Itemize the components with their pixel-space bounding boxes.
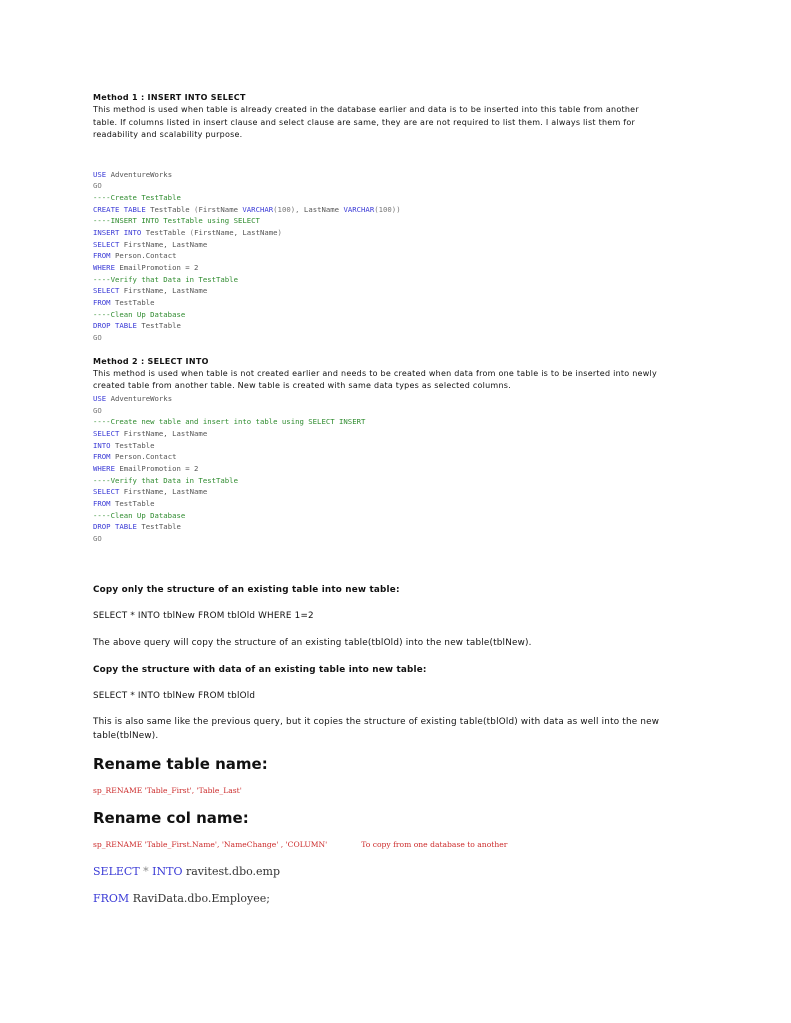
code-token: ----Create new table and insert into table using SELECT INSERT [93, 417, 366, 427]
code-token: FirstName, LastName [119, 487, 208, 497]
code-token: FROM [93, 452, 111, 462]
code-token: INTO [93, 440, 111, 450]
code-token: WHERE [93, 263, 115, 272]
code-token: AdventureWorks [106, 393, 173, 403]
code-token: AdventureWorks [106, 169, 173, 179]
code-token: FirstName, LastName [119, 286, 208, 296]
into-keyword: INTO [152, 865, 183, 879]
method1-description [93, 104, 705, 142]
copy-data-note-line: table(tblNew). [93, 730, 159, 741]
method1-desc-line: This method is used when table is already created in the database earlier and data is to be inserted into this table from another [93, 105, 639, 114]
code-line [93, 274, 713, 286]
rename-table-code: sp_RENAME 'Table_First', 'Table_Last' [93, 786, 242, 796]
method2-desc-line: This method is used when table is not created earlier and needs to be created when data from one table is to be inserted into newly [93, 368, 657, 378]
code-line [93, 463, 713, 475]
code-token: TestTable [110, 440, 155, 450]
document-page [93, 92, 713, 906]
code-line [93, 309, 713, 321]
code-line [93, 428, 713, 440]
code-line [93, 440, 713, 452]
method1-desc-line: readability and scalability purpose. [93, 130, 243, 139]
code-token: ----Verify that Data in TestTable [93, 475, 238, 485]
code-token: SELECT [93, 487, 120, 497]
code-line [93, 510, 713, 522]
copy-data-heading: Copy the structure with data of an existing table into new table: [93, 664, 427, 675]
code-token: GO [93, 333, 102, 343]
code-token: TestTable [141, 227, 190, 237]
code-token: FirstName, LastName [194, 227, 278, 237]
copy-structure-note: The above query will copy the structure of an existing table(tblOld) into the new table(tblNew). [93, 638, 532, 649]
code-line [93, 285, 713, 297]
code-token: WHERE [93, 463, 115, 473]
code-line [93, 215, 713, 227]
code-token: INSERT INTO [93, 227, 142, 237]
code-line [93, 192, 713, 204]
code-line [93, 405, 713, 417]
code-token: TestTable [110, 499, 155, 508]
copy-data-note-line: This is also same like the previous query, but it copies the structure of existing table(tblOld) with data as well into the new [93, 717, 660, 728]
code-line [93, 521, 713, 533]
code-token: FirstName, LastName [119, 428, 208, 438]
code-line [93, 498, 713, 510]
code-token: VARCHAR [242, 204, 274, 214]
code-line [93, 533, 713, 545]
code-token: FROM [93, 298, 111, 308]
code-token: ----Create TestTable [93, 192, 181, 202]
code-token: GO [93, 534, 102, 544]
rename-col-code: sp_RENAME 'Table_First.Name', 'NameChange' , 'COLUMN' [93, 840, 328, 850]
method1-code-block [93, 169, 713, 344]
code-token: FROM [93, 499, 111, 508]
code-token: DROP TABLE [93, 321, 137, 331]
code-line [93, 227, 713, 239]
code-token: LastName [303, 204, 344, 214]
code-token: TestTable [136, 321, 181, 331]
rename-col-heading: Rename col name: [93, 809, 249, 828]
code-token: Person.Contact [110, 452, 177, 462]
code-token: EmailPromotion = 2 [114, 463, 199, 473]
code-token: (100), [273, 204, 304, 214]
copy-data-note [93, 716, 705, 743]
code-token: FirstName, LastName [119, 239, 208, 249]
method2-heading: Method 2 : SELECT INTO [93, 356, 209, 366]
code-token: VARCHAR [343, 204, 375, 214]
code-line [93, 204, 713, 216]
code-token: CREATE TABLE [93, 204, 146, 214]
code-token: TestTable [145, 204, 195, 214]
code-line [93, 262, 713, 274]
code-line [93, 180, 713, 192]
code-token: GO [93, 181, 102, 191]
cross-db-line-2 [93, 892, 713, 906]
code-token: ( [194, 204, 199, 214]
code-token: ----Clean Up Database [93, 510, 186, 520]
code-token: TestTable [110, 298, 155, 308]
code-token: SELECT [93, 286, 120, 296]
code-token: SELECT [93, 239, 120, 249]
from-keyword: FROM [93, 892, 130, 906]
code-line [93, 475, 713, 487]
code-token: USE [93, 169, 107, 179]
copy-structure-query: SELECT * INTO tblNew FROM tblOld WHERE 1=2 [93, 610, 314, 621]
code-line [93, 332, 713, 344]
cross-db-line-1 [93, 865, 713, 879]
code-line [93, 416, 713, 428]
copy-data-query: SELECT * INTO tblNew FROM tblOld [93, 690, 256, 701]
code-token: EmailPromotion = 2 [114, 263, 199, 272]
code-line [93, 486, 713, 498]
code-line [93, 250, 713, 262]
method2-desc-line: created table from another table. New table is created with same data types as selected columns. [93, 381, 511, 391]
code-line [93, 451, 713, 463]
code-token: USE [93, 393, 107, 403]
code-token: Person.Contact [110, 251, 177, 261]
target-table: ravitest.dbo.emp [185, 865, 281, 879]
code-line [93, 320, 713, 332]
source-table: RaviData.dbo.Employee; [132, 892, 270, 906]
method2-code-block [93, 393, 713, 545]
star-token: * [143, 865, 149, 879]
method1-heading: Method 1 : INSERT INTO SELECT [93, 93, 246, 102]
code-token: FirstName [198, 204, 243, 214]
rename-col-comment: To copy from one database to another [361, 840, 508, 850]
select-keyword: SELECT [93, 865, 140, 879]
method1-desc-line: table. If columns listed in insert clause and select clause are same, they are are not required to list them. I always list them for [93, 117, 636, 127]
code-token: TestTable [136, 522, 181, 532]
code-token: SELECT [93, 428, 120, 438]
code-token: (100)) [374, 204, 401, 214]
code-token: ----Verify that Data in TestTable [93, 274, 238, 284]
code-token: DROP TABLE [93, 522, 137, 532]
code-line [93, 239, 713, 251]
copy-structure-heading: Copy only the structure of an existing table into new table: [93, 584, 400, 595]
code-line [93, 297, 713, 309]
code-line [93, 169, 713, 181]
code-token: ----INSERT INTO TestTable using SELECT [93, 216, 260, 226]
rename-table-heading: Rename table name: [93, 755, 268, 774]
code-token: ) [277, 227, 282, 237]
rename-col-line [93, 839, 713, 850]
code-token: ( [189, 227, 195, 237]
code-token: GO [93, 405, 102, 415]
code-token: ----Clean Up Database [93, 309, 186, 319]
method2-description [93, 368, 705, 393]
code-token: FROM [93, 251, 111, 261]
code-line [93, 393, 713, 405]
